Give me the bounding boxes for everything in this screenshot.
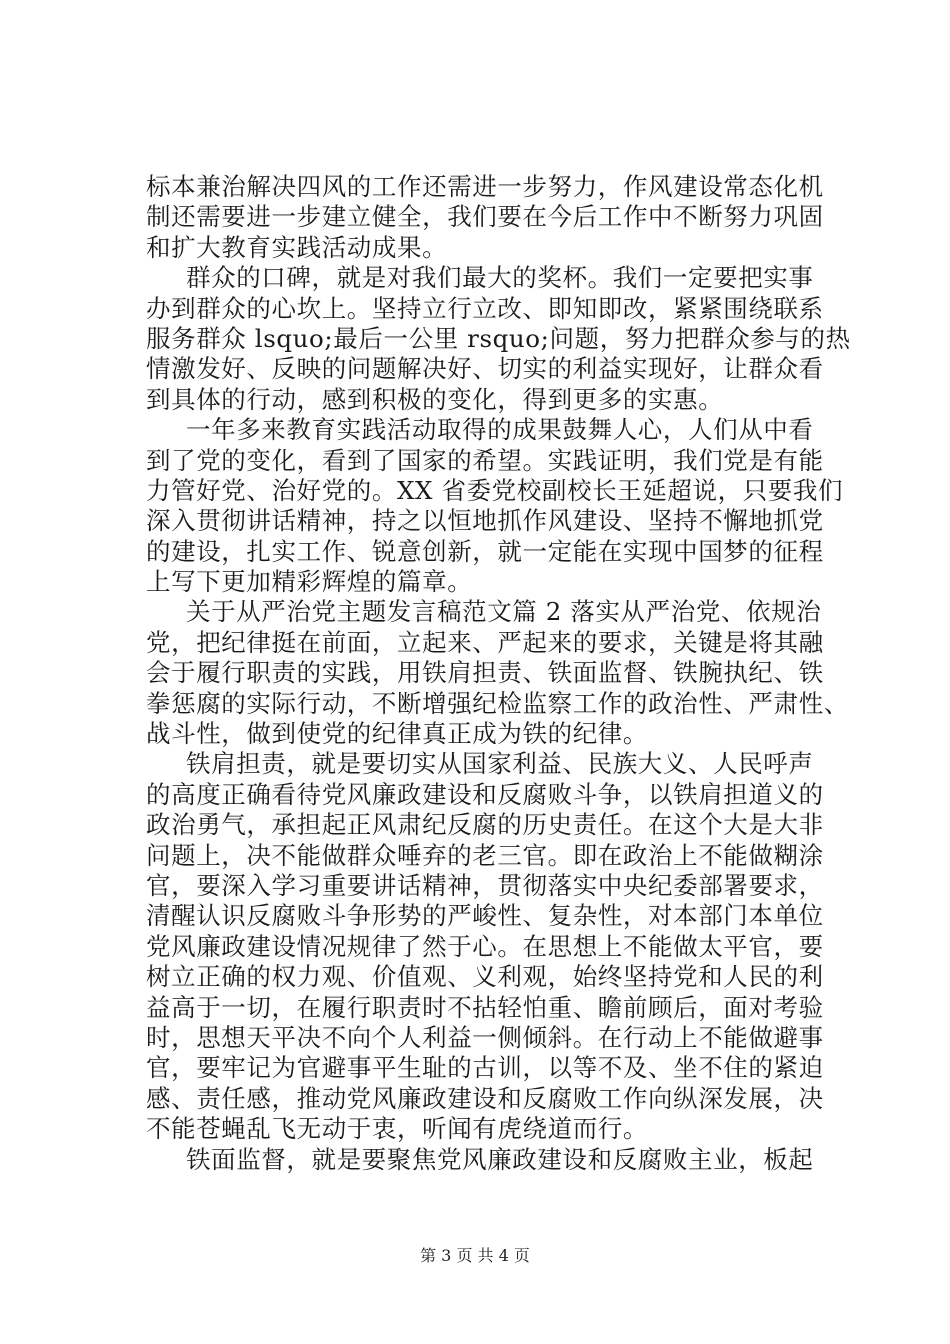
text-line: 的建设，扎实工作、锐意创新，就一定能在实现中国梦的征程 [146, 536, 824, 566]
text-line: 关于从严治党主题发言稿范文篇 2 落实从严治党、依规治 [186, 597, 822, 627]
text-line: 不能苍蝇乱飞无动于衷，听闻有虎绕道而行。 [146, 1114, 648, 1144]
text-line: 党风廉政建设情况规律了然于心。在思想上不能做太平官，要 [146, 931, 824, 961]
text-line: 到具体的行动，感到积极的变化，得到更多的实惠。 [146, 384, 724, 414]
text-line: 制还需要进一步建立健全，我们要在今后工作中不断努力巩固 [146, 202, 824, 232]
page-footer: 第 3 页 共 4 页 [420, 1246, 530, 1265]
text-line: 树立正确的权力观、价值观、义利观，始终坚持党和人民的利 [146, 962, 824, 992]
text-line: 问题上，决不能做群众唾弃的老三官。即在政治上不能做糊涂 [146, 840, 824, 870]
text-line: 的高度正确看待党风廉政建设和反腐败斗争，以铁肩担道义的 [146, 779, 824, 809]
text-line: 深入贯彻讲话精神，持之以恒地抓作风建设、坚持不懈地抓党 [146, 506, 824, 536]
text-line: 会于履行职责的实践，用铁肩担责、铁面监督、铁腕执纪、铁 [146, 658, 824, 688]
text-line: 和扩大教育实践活动成果。 [146, 232, 448, 262]
text-line: 标本兼治解决四风的工作还需进一步努力，作风建设常态化机 [146, 172, 824, 201]
text-line: 铁肩担责，就是要切实从国家利益、民族大义、人民呼声 [186, 749, 814, 779]
text-line: 情激发好、反映的问题解决好、切实的利益实现好，让群众看 [146, 354, 824, 384]
text-line: 上写下更加精彩辉煌的篇章。 [146, 567, 473, 597]
text-line: 群众的口碑，就是对我们最大的奖杯。我们一定要把实事 [186, 263, 814, 293]
text-line: 铁面监督，就是要聚焦党风廉政建设和反腐败主业，板起 [186, 1144, 814, 1174]
text-line: 党，把纪律挺在前面，立起来、严起来的要求，关键是将其融 [146, 627, 824, 657]
text-line: 到了党的变化，看到了国家的希望。实践证明，我们党是有能 [146, 445, 824, 475]
text-line: 拳惩腐的实际行动，不断增强纪检监察工作的政治性、严肃性、 [146, 688, 849, 718]
text-line: 服务群众 lsquo;最后一公里 rsquo;问题，努力把群众参与的热 [146, 323, 851, 353]
text-line: 清醒认识反腐败斗争形势的严峻性、复杂性，对本部门本单位 [146, 901, 824, 931]
text-line: 一年多来教育实践活动取得的成果鼓舞人心，人们从中看 [186, 415, 814, 445]
text-line: 益高于一切，在履行职责时不拈轻怕重、瞻前顾后，面对考验 [146, 992, 824, 1022]
text-line: 时，思想天平决不向个人利益一侧倾斜。在行动上不能做避事 [146, 1022, 824, 1052]
text-line: 官，要牢记为官避事平生耻的古训，以等不及、坐不住的紧迫 [146, 1053, 824, 1083]
text-line: 战斗性，做到使党的纪律真正成为铁的纪律。 [146, 719, 648, 749]
document-body [146, 172, 851, 1175]
text-line: 官，要深入学习重要讲话精神，贯彻落实中央纪委部署要求， [146, 870, 824, 900]
text-line: 力管好党、治好党的。XX 省委党校副校长王延超说，只要我们 [146, 475, 844, 505]
text-line: 政治勇气，承担起正风肃纪反腐的历史责任。在这个大是大非 [146, 810, 824, 840]
text-line: 办到群众的心坎上。坚持立行立改、即知即改，紧紧围绕联系 [146, 293, 824, 323]
text-line: 感、责任感，推动党风廉政建设和反腐败工作向纵深发展，决 [146, 1083, 824, 1113]
